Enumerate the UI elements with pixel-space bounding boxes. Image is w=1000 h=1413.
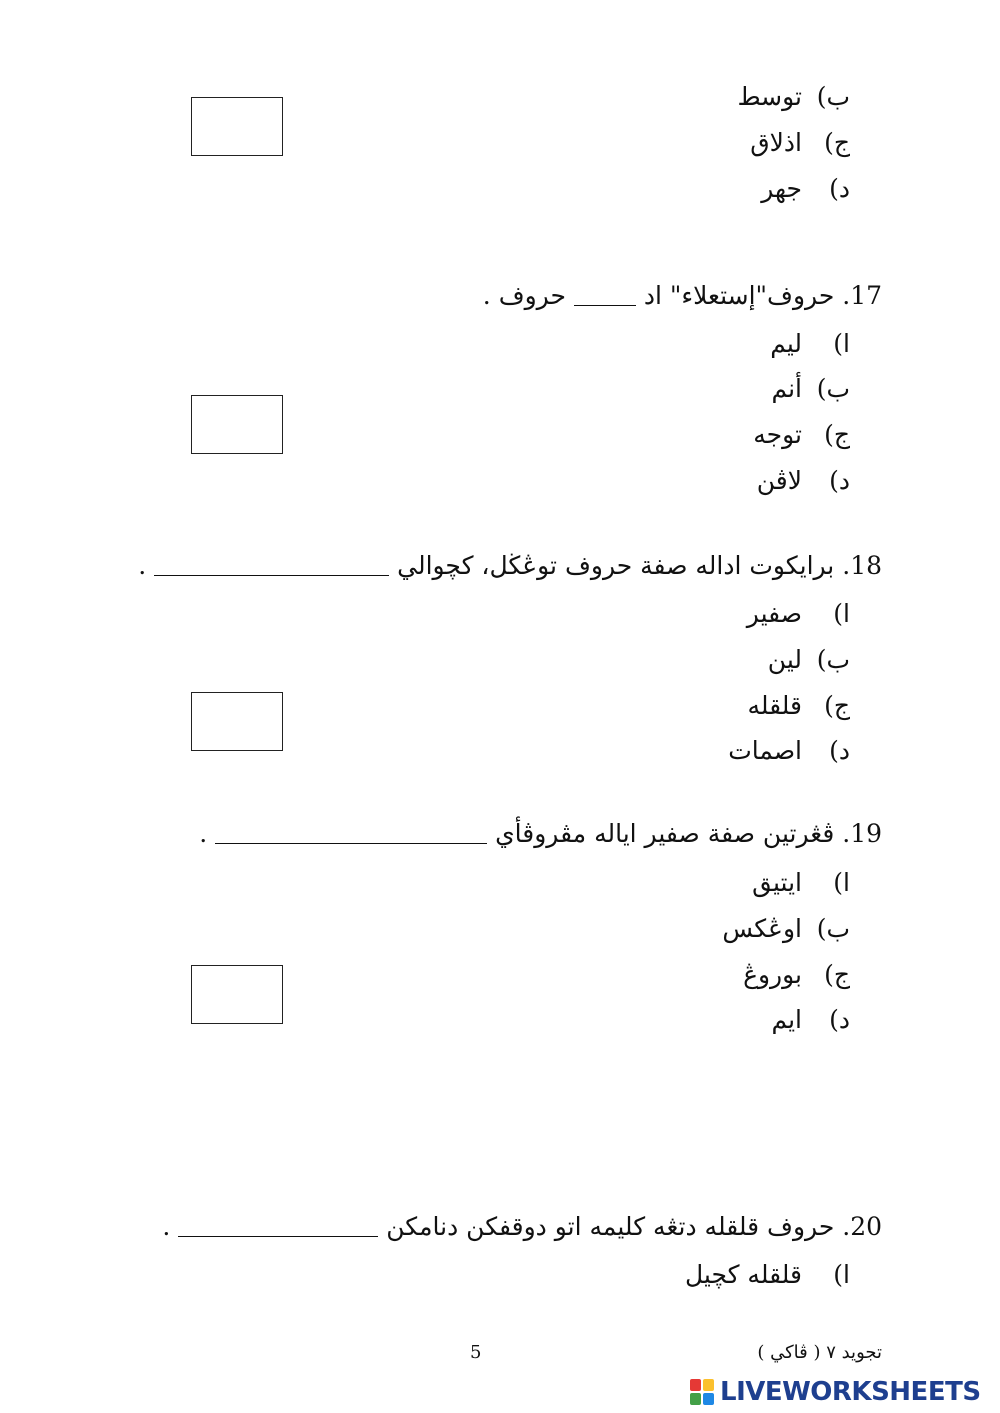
liveworksheets-mark-icon [690, 1379, 714, 1405]
q20-question: 20. حروف قلقله دتڠه كليمه اتو دوقفكن دنامكن . [162, 1212, 882, 1241]
brand-name: LIVEWORKSHEETS [720, 1377, 981, 1407]
q19-blank [215, 843, 487, 844]
q17-answer-box[interactable] [191, 395, 283, 454]
q18-option-a: ا)صفير [746, 599, 850, 628]
page-number: 5 [470, 1342, 482, 1363]
q16-option-d: د)جهر [761, 174, 850, 203]
q18-option-b: ب)لين [767, 645, 850, 674]
q18-blank [154, 575, 389, 576]
footer-subject: تجويد ٧ ( ڤاكي ) [757, 1342, 882, 1363]
q20-blank [178, 1236, 378, 1237]
liveworksheets-logo [690, 1375, 990, 1409]
q20-option-a: ا)قلقله كچيل [684, 1260, 850, 1289]
q16-option-c: ج)اذلاق [750, 128, 850, 157]
q18-option-d: د)اصمات [728, 736, 850, 765]
q19-option-d: د)ايم [771, 1005, 850, 1034]
q19-answer-box[interactable] [191, 965, 283, 1024]
q17-option-d: د)لاڤن [756, 466, 850, 495]
q18-question: 18. برايكوت اداله صفة حروف توڠڬل، كچوالي . [138, 551, 882, 580]
q16-answer-box[interactable] [191, 97, 283, 156]
q19-option-a: ا)ايتيق [752, 868, 850, 897]
q17-question: 17. حروف"إستعلاء" اد حروف . [482, 281, 882, 310]
q17-option-a: ا)ليم [770, 329, 850, 358]
q18-option-c: ج)قلقله [747, 691, 850, 720]
q17-option-b: ب)أنم [771, 374, 850, 403]
q19-option-c: ج)بوروڠ [743, 960, 850, 989]
q18-answer-box[interactable] [191, 692, 283, 751]
q17-blank [574, 305, 636, 306]
q19-option-b: ب)اوڠكس [722, 914, 850, 943]
q19-question: 19. ڤڠرتين صفة صفير اياله مڤروڤأي . [199, 819, 882, 848]
q17-option-c: ج)توجه [753, 420, 850, 449]
q16-option-b: ب)توسط [737, 82, 850, 111]
